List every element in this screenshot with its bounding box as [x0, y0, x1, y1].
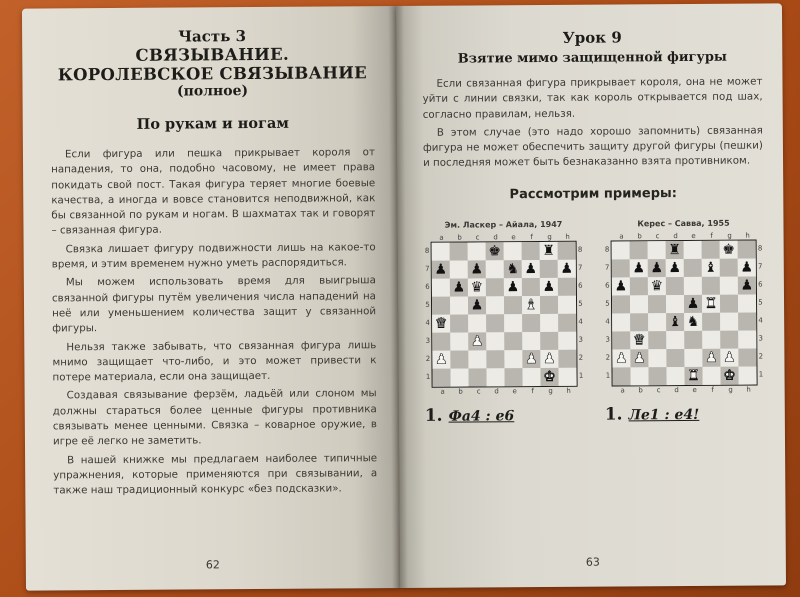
rank-label: 3: [605, 335, 611, 344]
rank-label: 8: [604, 245, 610, 254]
black-pawn-icon: ♟: [524, 260, 538, 277]
square-d2: [486, 350, 504, 368]
square-d5: [666, 295, 684, 313]
right-paragraph: В этом случае (это надо хорошо запомнить) связанная фигура не может обеспечить защиту другой фигуры (пешки) и последняя может быть безнаказанно взята противником.: [422, 124, 763, 170]
square-f2: [702, 349, 720, 367]
square-a8: [432, 242, 450, 260]
white-pawn-icon: ♟: [435, 351, 448, 368]
square-g5: [720, 294, 738, 312]
black-bishop-icon: ♝: [704, 259, 718, 276]
part-heading: Часть 3: [178, 27, 247, 46]
square-h5: [558, 296, 576, 314]
rank-label: 7: [758, 262, 763, 271]
black-knight-icon: ♞: [506, 260, 520, 278]
black-pawn-icon: ♟: [470, 261, 484, 278]
square-c4: [468, 314, 486, 332]
chess-board: [431, 241, 578, 388]
black-pawn-icon: ♟: [470, 297, 484, 314]
black-pawn-icon: ♟: [740, 277, 754, 294]
square-g8: [540, 242, 558, 260]
square-e2: [504, 350, 522, 368]
square-f8: [522, 242, 540, 260]
square-d3: [486, 332, 504, 350]
left-page-number: 62: [205, 558, 220, 572]
rank-label: 1: [605, 371, 611, 380]
square-e7: [504, 260, 522, 278]
black-pawn-icon: ♟: [542, 278, 556, 295]
diagram-caption: Керес – Савва, 1955: [637, 218, 730, 229]
square-c6: [648, 277, 666, 295]
black-queen-icon: ♛: [650, 277, 664, 295]
file-label: e: [511, 232, 516, 242]
square-h3: [738, 330, 756, 348]
white-bishop-icon: ♝: [524, 296, 538, 313]
white-pawn-icon: ♟: [615, 350, 628, 367]
file-label: a: [619, 232, 624, 241]
square-f5: [702, 295, 720, 313]
square-h7: [738, 258, 756, 276]
square-f1: [702, 367, 720, 385]
rank-label: 5: [578, 299, 583, 308]
square-e6: [684, 277, 702, 295]
white-pawn-icon: ♟: [525, 350, 538, 367]
square-b3: [450, 332, 468, 350]
rank-label: 1: [578, 371, 584, 380]
rank-label: 1: [425, 372, 431, 381]
open-book: [12, 3, 788, 596]
square-c3: [648, 331, 666, 349]
white-pawn-icon: ♟: [723, 349, 736, 366]
square-f4: [702, 313, 720, 331]
white-pawn-icon: ♟: [543, 350, 556, 367]
rank-label: 8: [757, 244, 763, 253]
square-a2: [432, 350, 450, 368]
square-e5: [504, 296, 522, 314]
square-c2: [468, 350, 486, 368]
square-a8: [612, 241, 630, 259]
square-d1: [666, 367, 684, 385]
square-e3: [504, 332, 522, 350]
square-d7: [666, 259, 684, 277]
rank-label: 3: [425, 336, 431, 345]
chapter-subtitle: (полное): [176, 83, 249, 100]
file-label: f: [710, 231, 713, 240]
square-a1: [432, 368, 450, 386]
square-h3: [558, 332, 576, 350]
square-a2: [612, 349, 630, 367]
diagram-caption: Эм. Ласкер – Айала, 1947: [444, 219, 563, 230]
lesson-title: Взятие мимо защищенной фигуры: [457, 49, 727, 67]
square-d4: [486, 314, 504, 332]
rank-label: 5: [425, 300, 430, 309]
square-d7: [486, 260, 504, 278]
file-label: g: [547, 232, 552, 241]
square-f6: [702, 277, 720, 295]
square-c4: [648, 313, 666, 331]
black-pawn-icon: ♟: [560, 260, 574, 277]
square-a6: [432, 278, 450, 296]
file-label: b: [458, 387, 463, 396]
square-f7: [702, 259, 720, 277]
square-a1: [612, 367, 630, 385]
chess-board: [611, 239, 758, 386]
file-label: h: [746, 385, 751, 394]
square-d5: [486, 296, 504, 314]
square-h2: [558, 350, 576, 368]
square-g8: [720, 240, 738, 258]
white-pawn-icon: ♟: [705, 349, 718, 366]
square-b8: [630, 241, 648, 259]
black-pawn-icon: ♟: [632, 260, 646, 277]
file-label: a: [620, 386, 625, 395]
square-e3: [684, 331, 702, 349]
black-pawn-icon: ♟: [650, 259, 664, 277]
white-pawn-icon: ♟: [633, 350, 646, 367]
square-e8: [504, 242, 522, 260]
solution-move: [605, 403, 765, 424]
square-g3: [540, 332, 558, 350]
square-c7: [468, 260, 486, 278]
left-paragraph: Мы можем использовать время для выигрыша связанной фигуры путём увеличения числа нападений на неё или уменьшением количества защит у связанной фигуры.: [51, 274, 377, 335]
square-h2: [738, 348, 756, 366]
rank-label: 1: [758, 370, 764, 379]
move-number: 1.: [604, 404, 623, 425]
square-c1: [648, 367, 666, 385]
rank-label: 2: [605, 353, 611, 362]
square-e1: [684, 367, 702, 385]
white-pawn-icon: ♟: [470, 333, 484, 350]
file-label: d: [673, 231, 678, 240]
file-label: f: [531, 386, 534, 395]
file-label: b: [457, 233, 462, 242]
square-h6: [558, 278, 576, 296]
black-pawn-icon: ♟: [740, 259, 754, 276]
square-g4: [720, 312, 738, 330]
square-e1: [504, 368, 522, 386]
file-label: h: [566, 386, 571, 395]
square-e4: [504, 314, 522, 332]
square-e7: [684, 259, 702, 277]
rank-label: 7: [425, 264, 430, 273]
square-d3: [666, 331, 684, 349]
rank-label: 8: [424, 246, 430, 255]
black-pawn-icon: ♟: [668, 259, 682, 276]
rank-label: 8: [577, 245, 583, 254]
white-rook-icon: ♜: [687, 367, 700, 384]
square-h4: [738, 312, 756, 330]
square-f3: [522, 332, 540, 350]
white-king-icon: ♚: [723, 367, 736, 384]
black-rook-icon: ♜: [668, 241, 681, 258]
square-b7: [450, 260, 468, 278]
rank-label: 7: [605, 263, 610, 272]
file-label: c: [655, 231, 660, 240]
file-label: c: [656, 385, 661, 394]
file-label: e: [512, 386, 517, 395]
file-label: g: [728, 385, 733, 394]
square-b3: [630, 331, 648, 349]
square-c6: [468, 278, 486, 296]
black-king-icon: ♚: [722, 241, 735, 258]
rank-label: 2: [425, 354, 431, 363]
square-h1: [738, 366, 756, 384]
square-e8: [684, 241, 702, 259]
square-a7: [612, 259, 630, 277]
black-bishop-icon: ♝: [668, 313, 682, 330]
rank-label: 5: [758, 298, 763, 307]
square-a4: [612, 313, 630, 331]
square-b4: [630, 313, 648, 331]
left-paragraph: Связка лишает фигуру подвижности лишь на какое-то время, и этим временем нужно уметь распорядиться.: [51, 240, 376, 271]
square-c5: [468, 296, 486, 314]
square-g7: [540, 260, 558, 278]
square-c7: [648, 259, 666, 277]
square-g2: [540, 350, 558, 368]
square-g5: [540, 296, 558, 314]
black-pawn-icon: ♟: [614, 278, 628, 295]
black-knight-icon: ♞: [686, 313, 700, 330]
file-labels-bottom: [614, 385, 765, 394]
examples-heading: Рассмотрим примеры:: [509, 185, 678, 203]
square-g7: [720, 258, 738, 276]
left-page: [22, 6, 400, 591]
white-rook-icon: ♜: [704, 295, 718, 312]
file-label: a: [440, 387, 445, 396]
move-notation: Ле1 : е4!: [628, 406, 700, 424]
rank-label: 4: [758, 316, 763, 325]
square-g4: [540, 314, 558, 332]
lesson-number: Урок 9: [562, 28, 622, 47]
rank-label: 2: [758, 352, 764, 361]
square-b1: [630, 367, 648, 385]
file-label: g: [548, 386, 553, 395]
chess-diagram-2: [603, 218, 764, 424]
file-label: c: [475, 233, 480, 242]
square-f3: [702, 331, 720, 349]
square-h6: [738, 276, 756, 294]
square-b7: [630, 259, 648, 277]
rank-label: 6: [425, 282, 430, 291]
square-g6: [540, 278, 558, 296]
left-paragraph: В нашей книжке мы предлагаем наиболее типичные упражнения, которые применяются при связывании, а также наш традиционный конкурс «без подсказки».: [53, 451, 378, 497]
square-b1: [450, 368, 468, 386]
black-queen-icon: ♛: [470, 279, 484, 296]
square-g6: [720, 276, 738, 294]
square-a7: [432, 260, 450, 278]
black-pawn-icon: ♟: [506, 278, 520, 296]
file-label: d: [674, 385, 679, 394]
square-g2: [720, 348, 738, 366]
move-notation: Фа4 : е6: [448, 407, 515, 425]
square-b2: [630, 349, 648, 367]
file-label: c: [476, 387, 481, 396]
square-h1: [558, 368, 576, 386]
file-label: f: [711, 385, 714, 394]
square-g1: [720, 366, 738, 384]
file-label: d: [494, 387, 499, 396]
square-a5: [432, 296, 450, 314]
file-label: b: [637, 232, 642, 241]
square-f8: [702, 241, 720, 259]
square-f5: [522, 296, 540, 314]
rank-label: 3: [758, 334, 764, 343]
rank-label: 4: [425, 318, 430, 327]
file-label: e: [692, 385, 697, 394]
square-c5: [648, 295, 666, 313]
black-pawn-icon: ♟: [434, 261, 448, 278]
right-page-number: 63: [585, 555, 600, 569]
black-rook-icon: ♜: [542, 242, 555, 259]
square-h8: [738, 240, 756, 258]
square-d8: [666, 241, 684, 259]
rank-labels-right: [577, 240, 585, 386]
square-e5: [684, 295, 702, 313]
square-a4: [432, 314, 450, 332]
file-labels-bottom: [434, 386, 585, 395]
section-title: По рукам и ногам: [136, 114, 289, 133]
chess-diagram-1: [423, 219, 584, 425]
square-a3: [432, 332, 450, 350]
square-d8: [486, 242, 504, 260]
left-paragraph: Если фигура или пешка прикрывает короля от нападения, то она, подобно часовому, не имеет права покидать свой пост. Такая фигура теряет многие боевые качества, а иногда и вовсе становится неподвижной, как бы связанной по рукам и ногам. В шахматах так и говорят – связанная фигура.: [51, 146, 376, 237]
square-b5: [630, 295, 648, 313]
square-c1: [468, 368, 486, 386]
square-h4: [558, 314, 576, 332]
rank-label: 2: [578, 353, 584, 362]
file-label: a: [439, 233, 444, 242]
black-king-icon: ♚: [488, 243, 501, 260]
square-g1: [540, 368, 558, 386]
move-number: 1.: [424, 405, 443, 426]
square-b4: [450, 314, 468, 332]
square-g3: [720, 330, 738, 348]
file-label: h: [745, 231, 750, 240]
file-label: b: [638, 386, 643, 395]
square-h8: [558, 242, 576, 260]
chapter-title-line1: СВЯЗЫВАНИЕ.: [135, 44, 290, 65]
left-paragraph: Нельзя также забывать, что связанная фигура лишь мнимо защищает что-либо, и это может привести к потере материала, если она защищает.: [52, 338, 377, 384]
white-queen-icon: ♛: [434, 315, 448, 332]
square-c8: [468, 242, 486, 260]
solution-move: [425, 404, 585, 425]
square-a3: [612, 331, 630, 349]
square-f2: [522, 350, 540, 368]
square-h7: [558, 260, 576, 278]
square-c8: [648, 241, 666, 259]
square-a6: [612, 277, 630, 295]
square-b5: [450, 296, 468, 314]
chess-diagrams: [423, 218, 764, 425]
right-page: [396, 3, 786, 588]
square-f4: [522, 314, 540, 332]
rank-label: 7: [578, 263, 583, 272]
file-label: e: [691, 231, 696, 240]
left-paragraph: Создавая связывание ферзём, ладьёй или слоном мы должны стараться более ценные фигуры противника связывать менее ценными. Связка – коварное оружие, в игре её легко не заметить.: [52, 387, 377, 448]
square-b6: [630, 277, 648, 295]
square-h5: [738, 294, 756, 312]
black-pawn-icon: ♟: [686, 295, 700, 312]
square-a5: [612, 295, 630, 313]
square-d2: [666, 349, 684, 367]
square-c2: [648, 349, 666, 367]
file-label: d: [493, 233, 498, 242]
square-d6: [486, 278, 504, 296]
square-d4: [666, 313, 684, 331]
square-f7: [522, 260, 540, 278]
file-label: g: [727, 231, 732, 240]
white-queen-icon: ♛: [632, 332, 646, 349]
rank-label: 4: [605, 317, 610, 326]
square-d6: [666, 277, 684, 295]
rank-label: 6: [758, 280, 763, 289]
rank-label: 4: [578, 317, 583, 326]
square-b8: [450, 242, 468, 260]
white-king-icon: ♚: [543, 368, 556, 385]
square-b2: [450, 350, 468, 368]
black-pawn-icon: ♟: [452, 279, 466, 296]
file-label: f: [530, 232, 533, 241]
chapter-title-line2: КОРОЛЕВСКОЕ СВЯЗЫВАНИЕ: [57, 63, 368, 85]
square-f6: [522, 278, 540, 296]
square-c3: [468, 332, 486, 350]
file-label: h: [565, 232, 570, 241]
rank-label: 5: [605, 299, 610, 308]
square-b6: [450, 278, 468, 296]
square-f1: [522, 368, 540, 386]
square-e4: [684, 313, 702, 331]
rank-label: 6: [605, 281, 610, 290]
square-d1: [486, 368, 504, 386]
right-paragraph: Если связанная фигура прикрывает короля, она не может уйти с линии связки, так как король открывается под шах, согласно правилам, нельзя.: [422, 75, 763, 121]
rank-labels-right: [757, 239, 765, 385]
rank-label: 3: [578, 335, 584, 344]
square-e6: [504, 278, 522, 296]
square-e2: [684, 349, 702, 367]
rank-label: 6: [578, 281, 583, 290]
